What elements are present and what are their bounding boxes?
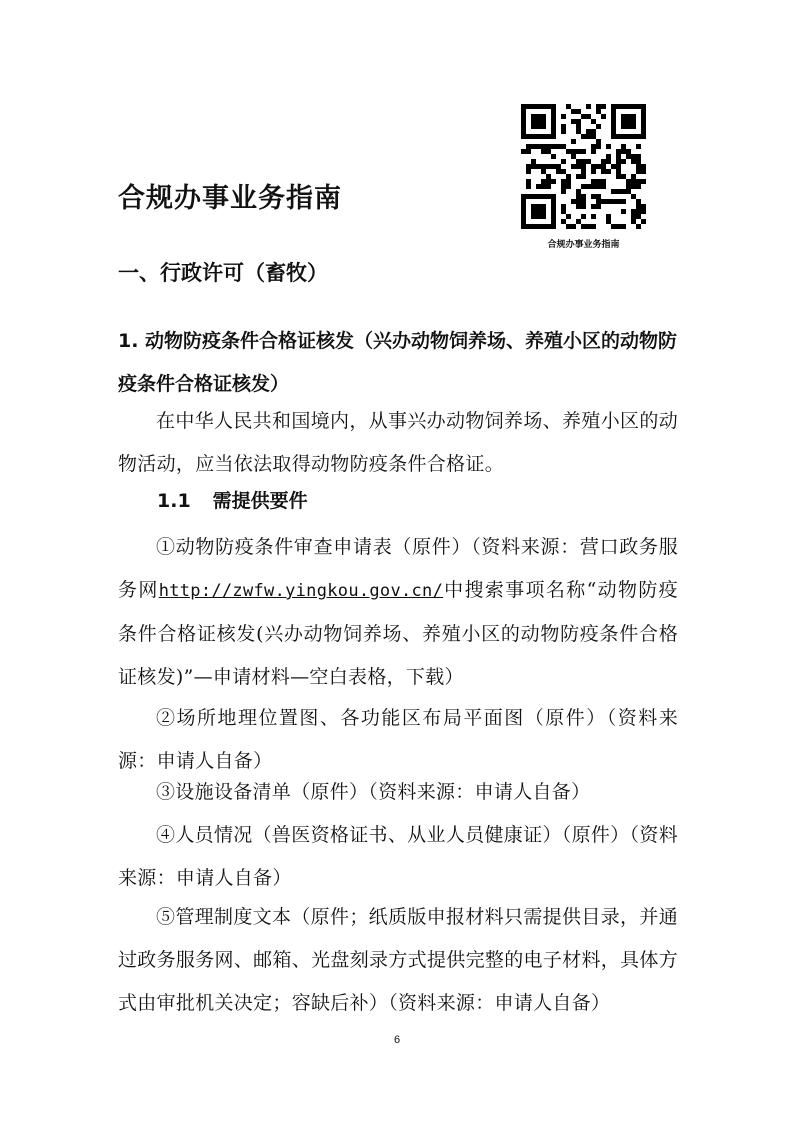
document-title: 合规办事业务指南	[118, 183, 342, 214]
subsection-title: 需提供要件	[212, 490, 308, 512]
requirement-3: ③设施设备清单（原件）（资料来源：申请人自备）	[156, 781, 591, 803]
requirement-1-text-a: ①动物防疫条件审查申请表（原件）（资料来源：营口政务服务网	[118, 536, 678, 601]
item-title: 1. 动物防疫条件合格证核发（兴办动物饲养场、养殖小区的动物防疫条件合格证核发）	[118, 330, 678, 395]
zwfw-link[interactable]: http://zwfw.yingkou.gov.cn/	[158, 581, 444, 601]
requirement-5: ⑤管理制度文本（原件；纸质版申报材料只需提供目录，并通过政务服务网、邮箱、光盘刻录方式提供完整的电子材料，具体方式由审批机关决定；容缺后补）（资料来源：申请人自备）	[118, 906, 678, 1014]
subsection-heading	[157, 486, 308, 513]
requirement-1	[118, 526, 678, 699]
section-title: 一、行政许可（畜牧）	[118, 261, 328, 285]
page-number: 6	[393, 1034, 401, 1046]
intro-paragraph: 在中华人民共和国境内，从事兴办动物饲养场、养殖小区的动物活动，应当依法取得动物防疫条件合格证。	[118, 410, 678, 475]
subsection-number: 1.1	[157, 490, 191, 512]
qr-caption: 合规办事业务指南	[547, 240, 620, 250]
requirement-1-text-b: 中搜索事项名称“动物防疫条件合格证核发(兴办动物饲养场、养殖小区的动物防疫条件合格证核发)”—申请材料—空白表格，下载）	[118, 579, 678, 688]
qr-code	[521, 104, 646, 229]
requirement-4: ④人员情况（兽医资格证书、从业人员健康证）（原件）（资料来源：申请人自备）	[118, 824, 678, 889]
requirement-2: ②场所地理位置图、各功能区布局平面图（原件）（资料来源：申请人自备）	[118, 707, 678, 772]
